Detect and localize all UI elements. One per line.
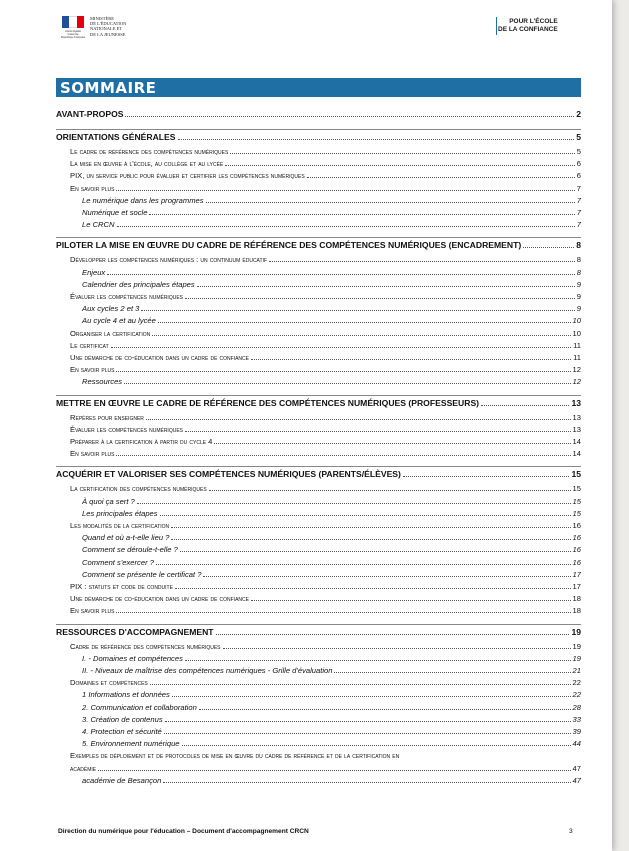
toc-entry[interactable]	[56, 364, 581, 375]
toc-leader-dots	[164, 733, 571, 734]
toc-entry-title: PILOTER LA MISE EN ŒUVRE DU CADRE DE RÉFÉRENCE DES COMPÉTENCES NUMÉRIQUES (ENCADREMENT)	[56, 240, 522, 251]
toc-entry-title: En savoir plus	[70, 365, 115, 375]
toc-entry[interactable]	[56, 254, 581, 265]
toc-entry-title: 5. Environnement numérique	[82, 739, 180, 749]
toc-subentry[interactable]	[56, 726, 581, 737]
toc-leader-dots	[124, 383, 570, 384]
toc-subentry[interactable]	[56, 303, 581, 314]
toc-leader-dots	[107, 274, 575, 275]
toc-leader-dots	[171, 539, 570, 540]
toc-page-number: 13	[572, 412, 581, 422]
toc-entry[interactable]	[56, 412, 581, 423]
toc-entry-title: académie	[70, 763, 97, 773]
toc-entry-title: Le numérique dans les programmes	[82, 195, 204, 205]
toc-entry-title: Comment s'exercer ?	[82, 557, 154, 567]
toc-entry[interactable]	[56, 340, 581, 351]
toc-entry-title: ACQUÉRIR ET VALORISER SES COMPÉTENCES NUMÉRIQUES (PARENTS/ÉLÈVES)	[56, 469, 401, 480]
toc-leader-dots	[175, 588, 571, 589]
toc-page-number: 28	[572, 702, 581, 712]
toc-leader-dots	[209, 490, 571, 491]
toc-leader-dots	[116, 190, 574, 191]
toc-entry[interactable]	[56, 424, 581, 435]
toc-leader-dots	[116, 371, 570, 372]
toc-leader-dots	[141, 310, 574, 311]
toc-leader-dots	[156, 564, 571, 565]
flag-white-band	[69, 16, 76, 28]
toc-entry-title: Comment se déroule-t-elle ?	[82, 545, 178, 555]
ministry-logo	[60, 16, 160, 46]
toc-subentry[interactable]	[56, 702, 581, 713]
toc-entry-title: En savoir plus	[70, 183, 115, 193]
toc-subentry[interactable]	[56, 544, 581, 555]
toc-leader-dots	[185, 298, 575, 299]
toc-entry-title: 1 Informations et données	[82, 690, 170, 700]
toc-subentry[interactable]	[56, 775, 581, 786]
toc-entry-title: 4. Protection et sécurité	[82, 727, 162, 736]
section-divider	[56, 466, 581, 467]
toc-subentry[interactable]	[56, 195, 581, 206]
toc-entry[interactable]	[56, 448, 581, 459]
toc-page-number: 15	[572, 508, 581, 518]
toc-entry-title: Les principales étapes	[82, 508, 158, 518]
section-divider	[56, 395, 581, 396]
toc-page-number: 10	[572, 316, 581, 326]
toc-leader-dots	[172, 696, 571, 697]
toc-entry-title: La mise en œuvre à l'école, au collège et au lycée	[70, 159, 224, 169]
toc-section[interactable]	[56, 398, 581, 409]
toc-page-number: 47	[572, 763, 581, 773]
motto-text: POUR L'ÉCOLE DE LA CONFIANCE	[498, 18, 558, 33]
toc-entry-title: Évaluer les compétences numériques	[70, 292, 183, 301]
toc-entry[interactable]	[56, 483, 581, 494]
toc-section[interactable]	[56, 109, 581, 120]
toc-page-number: 21	[572, 666, 581, 675]
toc-entry[interactable]	[56, 146, 581, 157]
toc-entry-title: Les modalités de la certification	[70, 521, 170, 530]
toc-leader-dots	[334, 672, 570, 673]
toc-page-number: 7	[576, 183, 581, 193]
toc-entry[interactable]	[56, 677, 581, 688]
toc-entry-title: ORIENTATIONS GÉNÉRALES	[56, 132, 176, 142]
toc-page-number: 5	[576, 147, 581, 156]
toc-leader-dots	[214, 443, 570, 444]
toc-entry-title: Aux cycles 2 et 3	[82, 304, 140, 314]
toc-entry[interactable]	[56, 581, 581, 592]
toc-subentry[interactable]	[56, 376, 581, 387]
toc-page-number: 33	[572, 714, 581, 724]
toc-entry-title: Numérique et socle	[82, 208, 148, 217]
toc-leader-dots	[185, 660, 571, 661]
toc-entry-title: La certification des compétences numériques	[70, 484, 207, 494]
toc-subentry[interactable]	[56, 557, 581, 568]
toc-page-number: 14	[572, 437, 581, 446]
toc-entry-title: 2. Communication et collaboration	[82, 702, 197, 712]
toc-entry[interactable]	[56, 436, 581, 447]
toc-leader-dots	[403, 476, 570, 477]
toc-leader-dots	[481, 405, 569, 406]
toc-leader-dots	[158, 322, 571, 323]
toc-page-number: 47	[572, 775, 581, 785]
toc-entry-title: Évaluer les compétences numériques	[70, 424, 183, 434]
toc-leader-dots	[137, 503, 571, 504]
toc-subentry[interactable]	[56, 689, 581, 700]
toc-page-number: 12	[572, 365, 581, 375]
toc-entry-title: Organiser la certification	[70, 328, 151, 338]
toc-leader-dots	[117, 226, 575, 227]
toc-page-number: 17	[572, 569, 581, 579]
toc-subentry[interactable]	[56, 714, 581, 725]
toc-entry-title: AVANT-PROPOS	[56, 109, 124, 119]
toc-leader-dots	[251, 359, 571, 360]
section-divider	[56, 237, 581, 238]
toc-entry-title: Repères pour enseigner	[70, 412, 144, 422]
toc-section[interactable]	[56, 240, 581, 251]
toc-entry[interactable]	[56, 328, 581, 339]
toc-entry-title: PIX : statuts et code de conduite	[70, 582, 173, 591]
toc-leader-dots	[182, 745, 571, 746]
toc-section[interactable]	[56, 469, 581, 480]
toc-entry-title: METTRE EN ŒUVRE LE CADRE DE RÉFÉRENCE DES COMPÉTENCES NUMÉRIQUES (PROFESSEURS)	[56, 397, 480, 408]
toc-entry-title: Domaines et compétences	[70, 678, 148, 688]
toc-subentry[interactable]	[56, 267, 581, 278]
toc-page-number: 12	[572, 377, 581, 387]
toc-entry-title: Au cycle 4 et au lycée	[82, 316, 156, 326]
toc-subentry[interactable]	[56, 508, 581, 519]
toc-leader-dots	[160, 515, 571, 516]
toc-page-number: 15	[572, 484, 581, 494]
toc-subentry[interactable]	[56, 496, 581, 507]
title-banner	[56, 78, 581, 97]
toc-leader-dots	[206, 202, 575, 203]
toc-leader-dots	[98, 770, 570, 771]
toc-page-number: 18	[572, 606, 581, 616]
toc-leader-dots	[146, 419, 571, 420]
toc-leader-dots	[178, 139, 575, 140]
toc-entry-title: À quoi ça sert ?	[82, 496, 135, 506]
toc-entry-title: 3. Création de contenus	[82, 714, 163, 724]
toc-entry-title: Calendrier des principales étapes	[82, 279, 195, 289]
toc-leader-dots	[150, 684, 571, 685]
ministry-name: MINISTÈRE DE L'ÉDUCATION NATIONALE ET DE LA JEUNESSE	[90, 16, 127, 37]
toc-page-number: 16	[572, 557, 581, 567]
toc-entry[interactable]	[56, 183, 581, 194]
toc-page-number: 7	[576, 208, 581, 217]
toc-leader-dots	[223, 648, 571, 649]
toc-leader-dots	[225, 165, 574, 166]
toc-entry-title: Ressources	[82, 377, 123, 387]
toc-page-number: 2	[576, 109, 581, 119]
toc-section[interactable]	[56, 627, 581, 638]
toc-leader-dots	[307, 177, 575, 178]
toc-page-number: 22	[572, 690, 581, 700]
toc-leader-dots	[149, 214, 574, 215]
toc-leader-dots	[116, 455, 570, 456]
toc-leader-dots	[197, 286, 575, 287]
toc-leader-dots	[165, 721, 571, 722]
toc-entry-title: Le certificat	[70, 340, 109, 350]
toc-entry-title: Comment se présente le certificat ?	[82, 569, 202, 579]
toc-page-number: 15	[571, 469, 581, 480]
section-divider	[56, 624, 581, 625]
toc-entry[interactable]	[56, 641, 581, 652]
toc-page-number: 7	[576, 220, 581, 230]
toc-subentry[interactable]	[56, 665, 581, 676]
toc-entry-title: PIX, un service public pour évaluer et certifier les compétences numériques	[70, 171, 305, 181]
toc-entry-title: Le cadre de référence des compétences numériques	[70, 147, 229, 156]
french-flag-icon	[62, 16, 84, 28]
toc-entry[interactable]	[56, 520, 581, 531]
toc-page-number: 14	[572, 449, 581, 459]
toc-leader-dots	[125, 116, 574, 117]
toc-entry-title: Cadre de référence des compétences numériques	[70, 641, 221, 651]
toc-leader-dots	[185, 431, 571, 432]
toc-page-number: 44	[572, 739, 581, 749]
toc-leader-dots	[171, 527, 570, 528]
toc-leader-dots	[180, 551, 571, 552]
toc-page-number: 9	[576, 304, 581, 314]
flag-caption: Liberté Égalité Fraternité République Française	[60, 30, 86, 39]
toc-entry-title: Une démarche de co-éducation dans un cadre de confiance	[70, 594, 249, 604]
toc-entry-title: Enjeux	[82, 267, 106, 277]
toc-entry-title: Une démarche de co-éducation dans un cadre de confiance	[70, 353, 249, 362]
toc-page-number: 22	[572, 678, 581, 688]
toc-entry[interactable]	[56, 763, 581, 774]
toc-entry-title: En savoir plus	[70, 606, 115, 616]
toc-page-number: 8	[576, 255, 581, 265]
toc-page-number: 8	[576, 267, 581, 277]
toc-page-number: 9	[576, 279, 581, 289]
motto-rule	[496, 17, 497, 35]
toc-page-number: 7	[576, 195, 581, 205]
toc-page-number: 10	[572, 328, 581, 338]
toc-entry-title: Quand et où a-t-elle lieu ?	[82, 533, 170, 543]
toc-leader-dots	[230, 153, 574, 154]
toc-subentry[interactable]	[56, 532, 581, 543]
toc-leader-dots	[203, 576, 570, 577]
toc-section[interactable]	[56, 132, 581, 143]
toc-page-number: 13	[572, 424, 581, 434]
toc-entry[interactable]	[56, 170, 581, 181]
toc-entry[interactable]	[56, 291, 581, 302]
toc-page-number: 9	[576, 292, 581, 301]
toc-page-number: 19	[572, 641, 581, 651]
toc-page-number: 5	[576, 132, 581, 142]
toc-page-number: 18	[572, 594, 581, 604]
toc-page-number: 19	[571, 626, 581, 637]
toc-leader-dots	[269, 261, 575, 262]
toc-leader-dots	[251, 600, 571, 601]
toc-entry-title: Développer les compétences numériques : un continuum éducatif	[70, 255, 268, 265]
toc-leader-dots	[199, 709, 571, 710]
toc-page-number: 8	[576, 240, 581, 251]
toc-entry-title: Exemples de déploiement et de protocoles de mise en œuvre du cadre de référence et de la certification en	[70, 751, 400, 761]
footer-text: Direction du numérique pour l'éducation – Document d'accompagnement CRCN	[58, 828, 309, 835]
toc-page-number: 13	[571, 397, 581, 408]
toc-page-number: 6	[576, 159, 581, 169]
toc-entry-title: Le CRCN	[82, 220, 115, 230]
toc-leader-dots	[163, 782, 570, 783]
toc-page-number: 16	[572, 521, 581, 530]
page-title: SOMMAIRE	[60, 79, 157, 97]
marianne-logo	[60, 16, 86, 42]
toc-leader-dots	[111, 347, 571, 348]
section-divider	[56, 129, 581, 130]
toc-leader-dots	[216, 634, 570, 635]
toc-entry-title: RESSOURCES D'ACCOMPAGNEMENT	[56, 626, 214, 637]
toc-subentry[interactable]	[56, 569, 581, 580]
toc-page-number: 11	[573, 340, 581, 350]
toc-entry[interactable]	[56, 750, 581, 761]
footer-page-number: 3	[569, 828, 573, 835]
toc-page-number: 11	[573, 353, 581, 362]
toc-entry-title: En savoir plus	[70, 449, 115, 459]
toc-page-number: 17	[572, 582, 581, 591]
toc-page-number: 15	[572, 496, 581, 506]
toc-page-number: 16	[572, 533, 581, 543]
toc-subentry[interactable]	[56, 219, 581, 230]
flag-blue-band	[62, 16, 69, 28]
toc-page-number: 16	[572, 545, 581, 555]
toc-leader-dots	[523, 247, 574, 248]
toc-page-number: 19	[572, 653, 581, 663]
toc-page-number: 39	[572, 727, 581, 736]
toc-leader-dots	[116, 612, 570, 613]
flag-red-band	[77, 16, 84, 28]
toc-entry[interactable]	[56, 352, 581, 363]
toc-entry[interactable]	[56, 158, 581, 169]
toc-entry-title: I. - Domaines et compétences	[82, 653, 183, 663]
toc-entry-title: Préparer à la certification à partir du cycle 4	[70, 437, 213, 446]
toc-subentry[interactable]	[56, 738, 581, 749]
toc-subentry[interactable]	[56, 653, 581, 664]
toc-subentry[interactable]	[56, 207, 581, 218]
toc-subentry[interactable]	[56, 315, 581, 326]
toc-leader-dots	[152, 335, 570, 336]
toc-entry-title: II. - Niveaux de maîtrise des compétences numériques - Grille d'évaluation	[82, 666, 333, 675]
toc-entry[interactable]	[56, 605, 581, 616]
toc-entry-title: académie de Besançon	[82, 775, 162, 785]
toc-page-number: 6	[576, 171, 581, 181]
toc-subentry[interactable]	[56, 279, 581, 290]
toc-entry[interactable]	[56, 593, 581, 604]
